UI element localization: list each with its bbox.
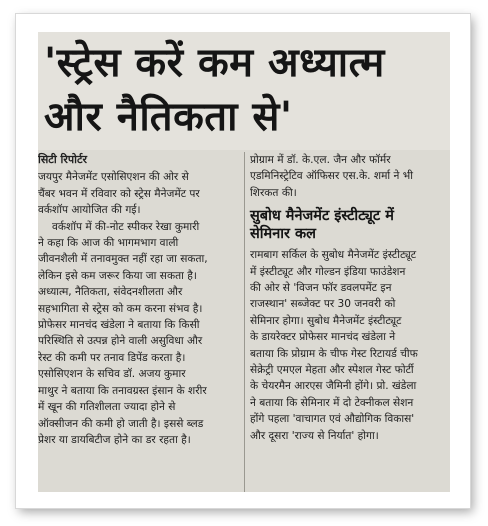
right-p2-line: राजस्थान' सब्जेक्ट पर 30 जनवरी को (250, 298, 396, 311)
subheading-line: सेमिनार कल (250, 226, 316, 243)
right-p2-line: और दूसरा 'राज्य से निर्यात' होगा। (250, 429, 379, 442)
left-p2-line: परिस्थिति से उत्पन्न होने वाली असुविधा और (38, 335, 203, 348)
left-p2-line: ऑक्सीजन की कमी हो जाती है। इससे ब्लड (38, 417, 204, 430)
right-p2-line: रामबाग सर्किल के सुबोध मैनेजमेंट इंस्टीट्यूट (250, 249, 417, 262)
left-p1-line: चैंबर भवन में रविवार को स्ट्रेस मैनेजमेंट पर (38, 187, 200, 200)
left-p2-line: लेकिन इसे कम जरूर किया जा सकता है। (38, 269, 197, 282)
left-column (38, 152, 240, 448)
left-p2-line: जीवनशैली में तनावमुक्त नहीं रहा जा सकता, (38, 253, 208, 266)
left-p2-line: वर्कशॉप में की-नोट स्पीकर रेखा कुमारी (52, 220, 200, 233)
newspaper-clipping (38, 32, 450, 492)
right-p2-line: बताया कि प्रोग्राम के चीफ गेस्ट रिटायर्ड चीफ (250, 347, 418, 360)
right-p1-line: एडमिनिस्ट्रेटिव ऑफिसर एस.के. शर्मा ने भी (250, 170, 413, 183)
left-p2-line: में खून की गतिशीलता ज्यादा होने से (38, 401, 176, 414)
left-p2-line: प्रेशर या डायबिटीज होने का डर रहता है। (38, 433, 191, 446)
left-p2-line: एसोसिएशन के सचिव डॉ. अजय कुमार (38, 368, 186, 381)
left-p2-line: सहभागिता से स्ट्रेस को कम करना संभव है। (38, 302, 203, 315)
right-column (250, 152, 448, 444)
right-p2-line: के डायरेक्टर प्रोफेसर मानचंद खंडेला ने (250, 331, 396, 344)
byline: सिटी रिपोर्टर (38, 153, 87, 166)
headline-line-1: 'स्ट्रेस करें कम अध्यात्म (44, 40, 385, 86)
subheading (250, 207, 448, 243)
left-p1-line: जयपुर मैनेजमेंट एसोसिएशन की ओर से (38, 171, 189, 184)
right-p1-line: शिरकत की। (250, 186, 297, 199)
column-divider (244, 152, 245, 492)
right-p1-line: प्रोग्राम में डॉ. के.एल. जैन और फॉर्मर (250, 154, 391, 166)
left-p2-line: अध्यात्म, नैतिकता, संवेदनशीलता और (38, 286, 183, 299)
right-p2-line: में इंस्टीट्यूट और गोल्डन इंडिया फाउंडेशन (250, 265, 406, 278)
headline-line-2: और नैतिकता से' (44, 94, 293, 140)
right-p2-line: की ओर से 'विजन फॉर डवलपमेंट इन (250, 282, 392, 295)
right-p2-line: ने बताया कि सेमिनार में दो टेक्नीकल सेशन (250, 396, 414, 409)
right-p2-line: सेमिनार होगा। सुबोध मैनेजमेंट इंस्टीट्यूट (250, 314, 402, 327)
subheading-line: सुबोध मैनेजमेंट इंस्टीट्यूट में (250, 208, 394, 225)
left-p1-line: वर्कशॉप आयोजित की गई। (38, 204, 141, 217)
left-p2-line: ने कहा कि आज की भागमभाग वाली (38, 237, 179, 250)
right-p2-line: होंगे पहला 'वाचागत एवं औद्योगिक विकास' (250, 413, 415, 426)
left-p2-line: प्रोफेसर मानचंद खंडेला ने बताया कि किसी (38, 319, 200, 332)
headline (38, 32, 450, 150)
left-p2-line: माथुर ने बताया कि तनावग्रस्त इंसान के शरीर (38, 384, 207, 397)
right-p2-line: के चेयरमैन आरएस जैमिनी होंगे। प्रो. खंडेला (250, 380, 417, 393)
left-p2-line: रेस्ट की कमी पर तनाव डिपेंड करता है। (38, 351, 186, 364)
right-p2-line: सेक्रेट्री एमएल मेहता और स्पेशल गेस्ट फोर्टी (250, 364, 414, 377)
